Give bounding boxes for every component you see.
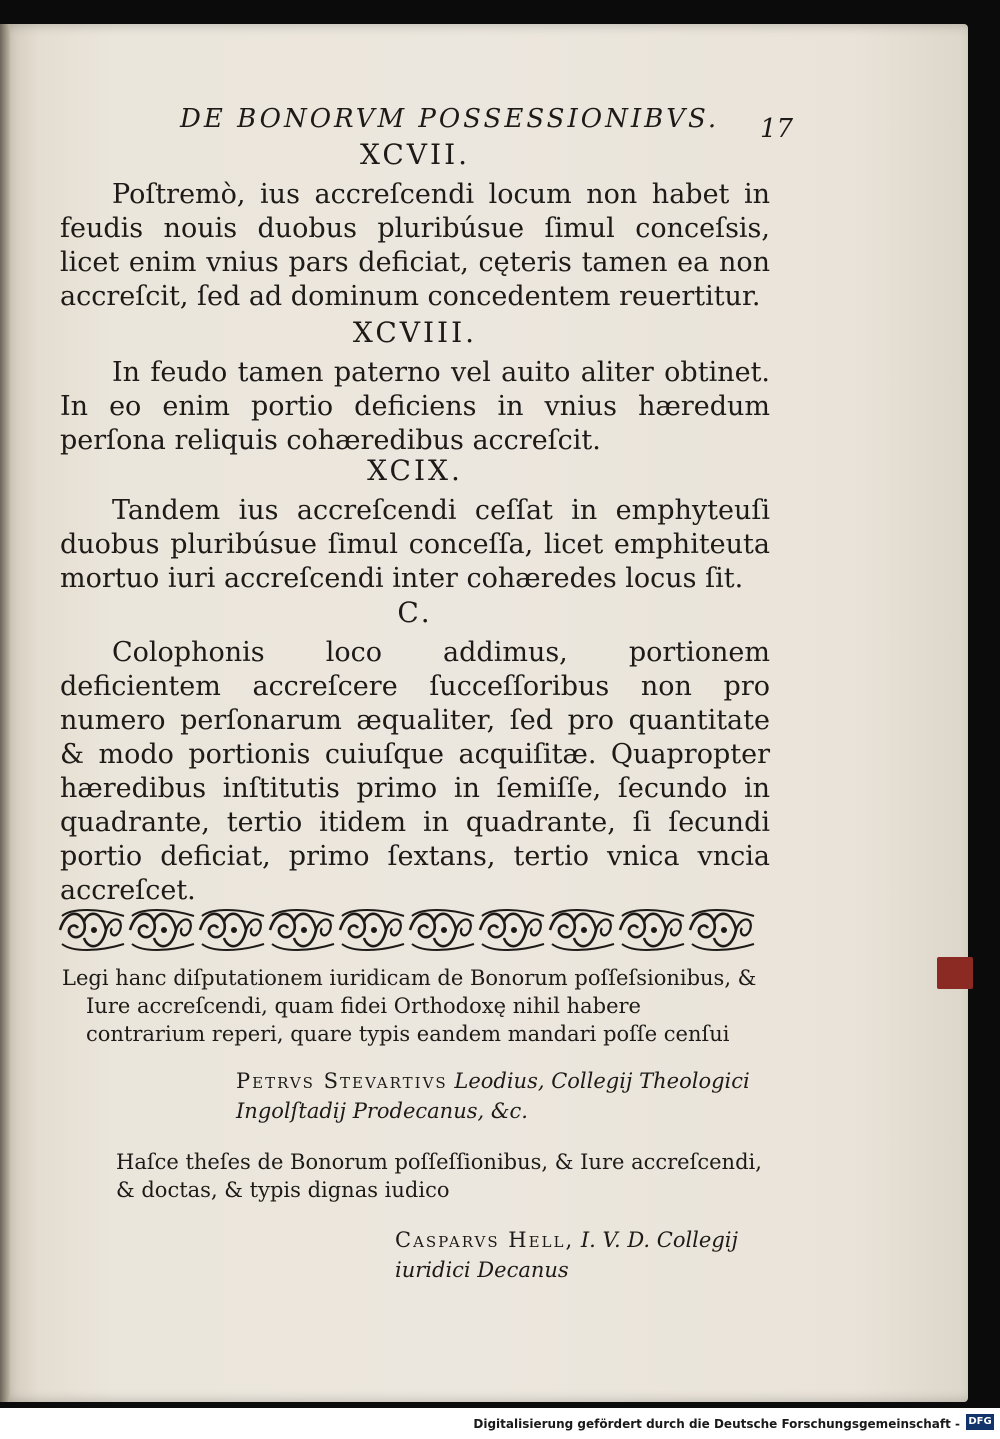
thesis-98	[60, 316, 770, 458]
thesis-100	[60, 596, 770, 908]
decorative-scroll-border-icon	[58, 904, 758, 956]
signer-title: Leodius, Collegij Theologici Ingolſtadij Prodecanus, &c.	[236, 1069, 750, 1123]
funding-credit: Digitalisierung gefördert durch die Deutsche Forschungsgemeinschaft -	[473, 1417, 960, 1431]
thesis-number: XCVIII.	[352, 316, 478, 349]
signer-name: Petrvs Stevartivs	[236, 1069, 448, 1093]
page-gutter	[0, 24, 10, 1402]
page-number: 17	[760, 114, 794, 144]
approval-text: Legi hanc diſputationem iuridicam de Bonorum poſſeſsionibus, & Iure accreſcendi, quam fidei Orthodoxę nihil habere contrarium reperi, quare typis eandem mandari poſſe cenſui	[62, 966, 757, 1046]
signature-2	[395, 1225, 775, 1285]
approval-text: Haſce theſes de Bonorum poſſeſſionibus, & Iure accreſcendi, & doctas, & typis dignas iudico	[116, 1150, 762, 1202]
signer-name: Casparvs Hell,	[395, 1228, 575, 1252]
dfg-logo-icon: DFG	[966, 1414, 994, 1430]
signature-1	[236, 1066, 776, 1126]
thesis-text: Tandem ius accreſcendi ceſſat in emphyteuſi duobus pluribúsue ſimul conceſſa, licet emphiteuta mortuo iuri accreſcendi inter cohæredes locus ſit.	[60, 495, 770, 594]
thesis-99	[60, 454, 770, 596]
page-marker-tab	[937, 957, 973, 989]
thesis-number: XCIX.	[367, 454, 463, 487]
thesis-97	[60, 138, 770, 314]
running-head: DE BONORVM POSSESSIONIBVS.	[180, 104, 720, 134]
thesis-text: Colophonis loco addimus, portionem deficientem accreſcere ſucceſſoribus non pro numero perſonarum æqualiter, ſed pro quantitate & modo portionis cuiuſque acquiſitæ. Quapropter hæredibus inſtitutis primo in ſemiſſe, ſecundo in quadrante, tertio itidem in quadrante, ſi ſecundi portio deficiat, primo ſextans, tertio vnica vncia accreſcet.	[60, 637, 770, 906]
thesis-number: C.	[397, 596, 433, 629]
approval-statement-1	[62, 964, 762, 1048]
signer-title: I. V. D. Collegij iuridici Decanus	[395, 1228, 738, 1282]
approval-statement-2	[116, 1148, 766, 1204]
footer-bar	[0, 1408, 1000, 1439]
thesis-text: Poſtremò, ius accreſcendi locum non habet in feudis nouis duobus pluribúsue ſimul conceſsis, licet enim vnius pars deficiat, cęteris tamen ea non accreſcit, ſed ad dominum concedentem reuertitur.	[60, 179, 770, 312]
thesis-number: XCVII.	[359, 138, 471, 171]
thesis-text: In feudo tamen paterno vel auito aliter obtinet. In eo enim portio deficiens in vnius hæredum perſona reliquis cohæredibus accreſcit.	[60, 357, 770, 456]
